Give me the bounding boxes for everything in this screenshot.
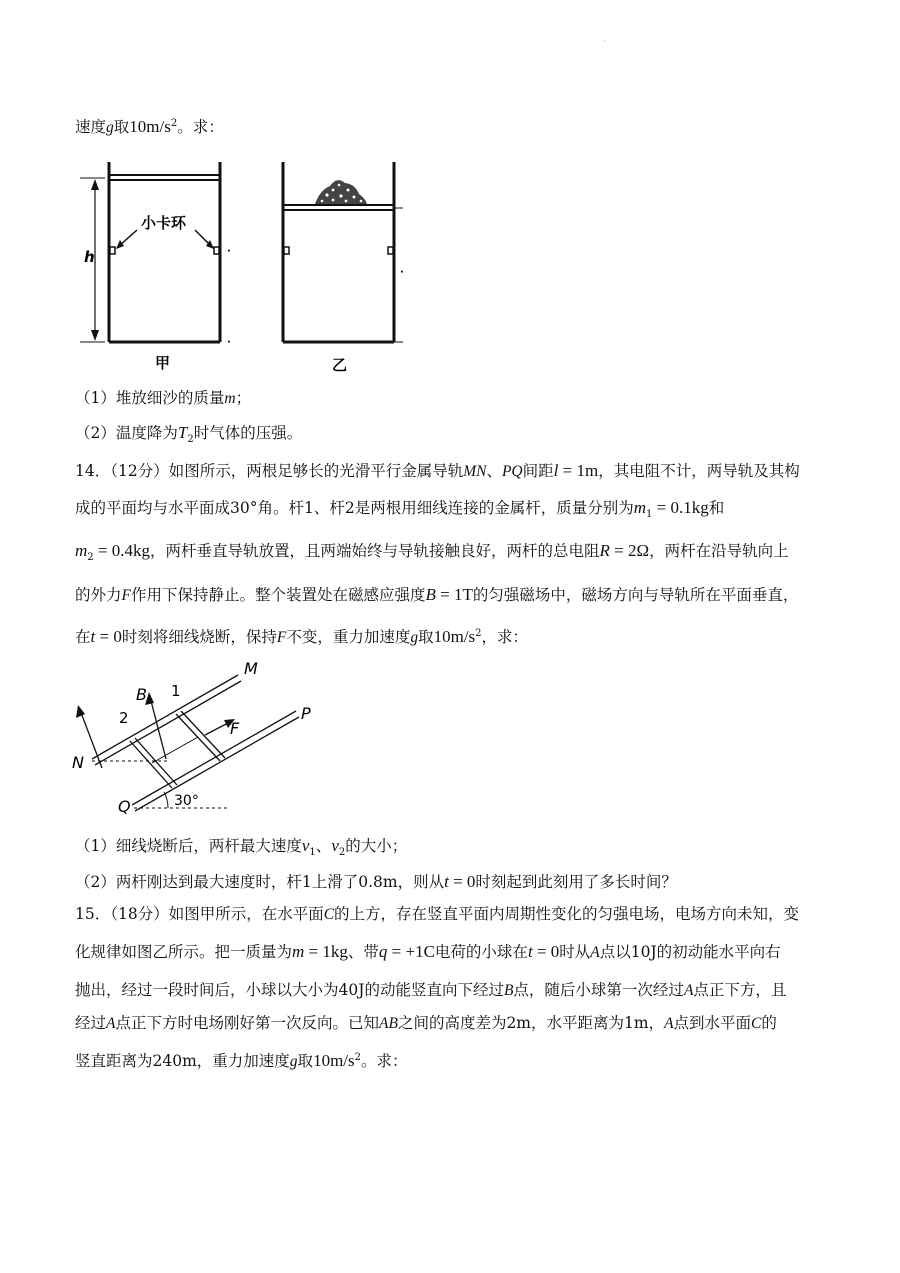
var-C: C — [323, 906, 335, 923]
value: = 2Ω — [609, 541, 650, 560]
q14-line-2 — [75, 498, 724, 525]
q14-line-5 — [75, 624, 528, 648]
corner-mark: ' — [604, 40, 606, 47]
var-g: g — [106, 119, 114, 137]
figure-14-rails — [70, 655, 330, 815]
label-ring: 小卡环 — [141, 214, 187, 232]
var-v2: v — [331, 836, 339, 855]
text: 时气体的压强。 — [193, 424, 303, 442]
text: 的大小； — [345, 837, 408, 855]
value: = 0.4kg — [93, 541, 150, 560]
var-PQ: PQ — [501, 463, 523, 480]
var-g: g — [289, 1053, 298, 1071]
var-AB: AB — [379, 1015, 398, 1032]
gravity-value: 10m/s — [433, 627, 476, 647]
var-F: F — [121, 587, 131, 604]
var-m: m — [292, 942, 305, 961]
var-g: g — [410, 629, 419, 647]
text: 、 — [315, 837, 332, 855]
label-F: F — [230, 719, 240, 738]
text: 。求： — [177, 118, 224, 137]
label-M: M — [244, 659, 258, 678]
text: 竖直距离为240m，重力加速度 — [75, 1052, 290, 1071]
text: 点以10J的初动能水平向右 — [599, 943, 781, 961]
value: = +1C — [387, 942, 435, 961]
svg-text:·: · — [227, 337, 231, 348]
var-q: q — [378, 942, 388, 961]
q15-line-2 — [75, 942, 781, 963]
value: = 0 — [532, 942, 560, 961]
svg-text:·: · — [227, 246, 231, 257]
var-t: t — [90, 627, 96, 647]
intro-line — [75, 114, 224, 138]
var-m: m — [224, 390, 236, 407]
text: 14．（12分）如图所示，两根足够长的光滑平行金属导轨 — [75, 462, 464, 480]
label-h: h — [84, 248, 95, 266]
text: 时刻起到此刻用了多长时间？ — [475, 873, 677, 891]
subscript: 2 — [187, 434, 194, 446]
var-B: B — [425, 585, 436, 604]
text: 取 — [418, 628, 434, 647]
text: ，其电阻不计，两导轨及其构 — [598, 462, 800, 480]
text: 、 — [486, 462, 502, 480]
label-Q: Q — [118, 797, 131, 815]
var-m1: m — [633, 498, 646, 517]
var-C: C — [751, 1015, 762, 1032]
var-t: t — [444, 872, 449, 891]
gravity-value: 10m/s — [129, 117, 171, 137]
q15-line-4 — [75, 1013, 777, 1034]
var-A: A — [106, 1015, 116, 1032]
q14-line-1 — [75, 461, 800, 482]
subscript: 2 — [87, 552, 94, 564]
value: = 1m — [558, 461, 599, 480]
gravity-value: 10m/s — [313, 1051, 355, 1071]
var-l: l — [553, 461, 559, 480]
caption-yi: 乙 — [332, 356, 348, 374]
text: 15．（18分）如图甲所示，在水平面 — [75, 905, 324, 923]
var-t: t — [527, 942, 533, 961]
q13-part-1 — [75, 388, 251, 409]
q15-line-5 — [75, 1048, 408, 1072]
text: （1）堆放细沙的质量 — [75, 389, 225, 407]
text: ，求： — [481, 628, 529, 647]
var-A: A — [683, 982, 694, 999]
var-A: A — [664, 1015, 674, 1032]
text: 电荷的小球在 — [434, 943, 528, 961]
text: 点，随后小球第一次经过 — [513, 981, 684, 999]
value: = 1T — [435, 585, 473, 604]
text: 抛出，经过一段时间后，小球以大小为40J的动能竖直向下经过 — [75, 981, 504, 999]
value: = 0.1kg — [652, 498, 709, 517]
text: 不变，重力加速度 — [286, 628, 411, 647]
text: 的 — [761, 1014, 777, 1032]
var-v1: v — [301, 836, 310, 855]
q14-part-2 — [75, 872, 677, 892]
q14-line-3 — [75, 541, 789, 568]
var-F: F — [276, 629, 287, 647]
var-B: B — [503, 982, 514, 999]
label-N: N — [72, 753, 84, 772]
text: 化规律如图乙所示。把一质量为 — [75, 943, 293, 961]
value: = 1kg — [304, 942, 348, 961]
exponent: 2 — [475, 628, 482, 639]
text: ； — [235, 389, 252, 407]
text: 作用下保持静止。整个装置处在磁感应强度 — [130, 586, 426, 604]
label-rod-2: 2 — [119, 709, 129, 727]
text: 经过 — [75, 1014, 107, 1032]
text: ，两杆垂直导轨放置，且两端始终与导轨接触良好，两杆的总电阻 — [150, 542, 600, 560]
text: 间距 — [522, 462, 554, 480]
text: 、带 — [347, 943, 379, 961]
text: 。求： — [361, 1052, 408, 1071]
q15-line-3 — [75, 980, 786, 1001]
value: = 0 — [95, 627, 122, 647]
var-R: R — [599, 541, 610, 560]
label-P: P — [301, 704, 311, 723]
text: 点正下方时电场刚好第一次反向。已知 — [115, 1014, 379, 1032]
label-B: B — [136, 685, 147, 704]
svg-text:·: · — [400, 267, 404, 278]
text: 取 — [297, 1052, 314, 1071]
text: 和 — [708, 499, 725, 517]
value: = 0 — [448, 872, 476, 891]
text: 速度 — [75, 118, 107, 137]
text: （2）两杆刚达到最大速度时，杆1上滑了0.8m，则从 — [75, 873, 445, 891]
caption-jia: 甲 — [155, 354, 171, 372]
text: 时从 — [559, 943, 591, 961]
label-rod-1: 1 — [171, 682, 181, 700]
text: 成的平面均与水平面成30°角。杆1、杆2是两根用细线连接的金属杆，质量分别为 — [75, 499, 634, 517]
subscript: 2 — [338, 847, 346, 859]
text: 的外力 — [75, 586, 122, 604]
text: ，两杆在沿导轨向上 — [649, 542, 789, 560]
label-angle: 30° — [174, 793, 199, 809]
var-T: T — [177, 423, 188, 442]
var-MN: MN — [463, 463, 487, 480]
subscript: 1 — [645, 509, 653, 521]
text: 点正下方，且 — [693, 981, 787, 999]
text: 在 — [75, 628, 91, 647]
exponent: 2 — [170, 118, 178, 129]
text: 的上方，存在竖直平面内周期性变化的匀强电场，电场方向未知，变 — [334, 905, 800, 923]
text: （1）细线烧断后，两杆最大速度 — [75, 837, 302, 855]
text: 取 — [113, 118, 130, 137]
figure-13-containers — [75, 150, 415, 375]
text: 点到水平面 — [673, 1014, 752, 1032]
var-A: A — [590, 944, 600, 961]
text: 的匀强磁场中，磁场方向与导轨所在平面垂直， — [472, 586, 799, 604]
q14-part-1 — [75, 836, 407, 863]
text: 之间的高度差为2m，水平距离为1m， — [397, 1014, 665, 1032]
q14-line-4 — [75, 585, 798, 606]
var-m2: m — [75, 541, 88, 560]
text: （2）温度降为 — [75, 424, 178, 442]
exponent: 2 — [354, 1052, 361, 1063]
q13-part-2 — [75, 423, 302, 450]
text: 时刻将细线烧断，保持 — [121, 628, 277, 647]
q15-line-1 — [75, 904, 799, 925]
subscript: 1 — [309, 847, 316, 859]
